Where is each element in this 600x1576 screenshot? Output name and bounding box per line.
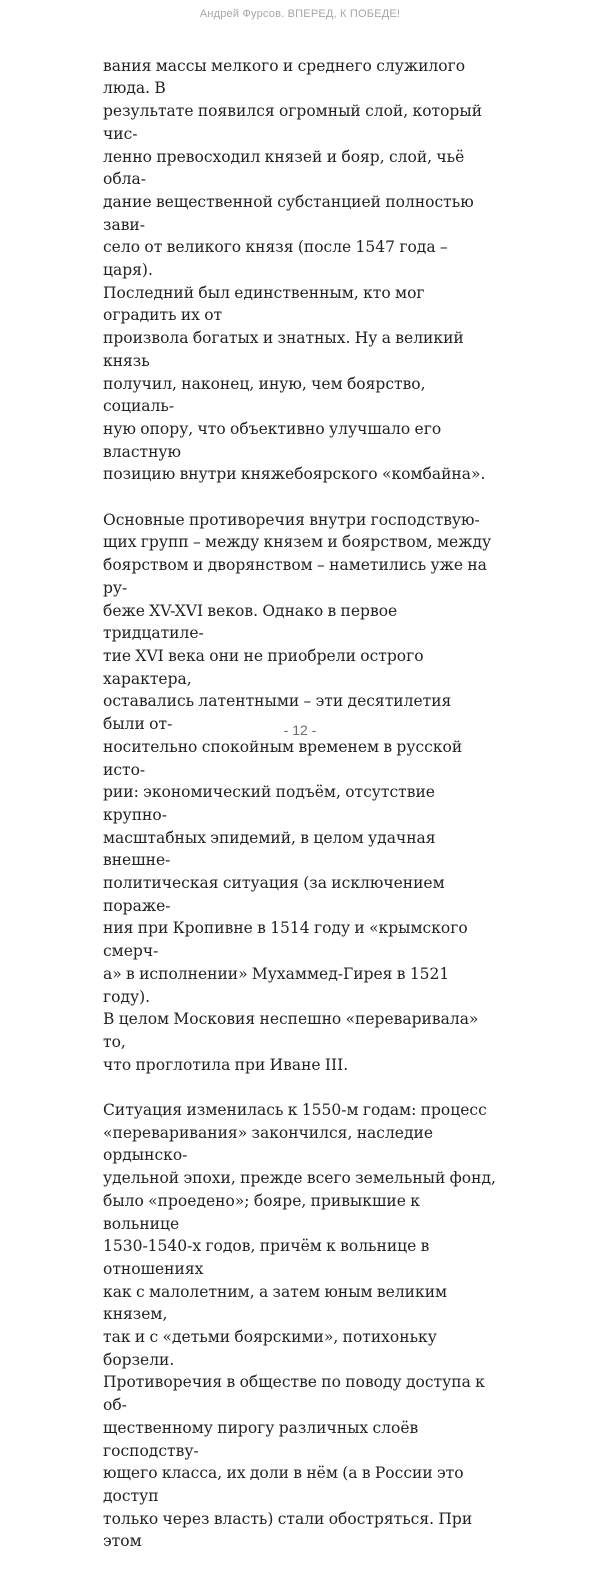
- page-number: - 12 -: [283, 722, 317, 738]
- running-header: Андрей Фурсов. ВПЕРЕД, К ПОБЕДЕ!: [199, 8, 401, 20]
- body-text: [103, 32, 497, 1576]
- paragraph-1: вания массы мелкого и среднего служилого люда. В результате появился огромный слой, который чис- ленно превосходил князей и бояр, слой, чьё обла- дание вещественной субстанцией полностью зави- село от великого князя (после 1547 года – царя). Последний был единственным, кто мог оградить их от произвола богатых и знатных. Ну а великий князь получил, наконец, иную, чем боярство, социаль- ную опору, что объективно улучшало его властную позицию внутри княжебоярского «комбайна».: [103, 56, 486, 484]
- paragraph-3: Ситуация изменилась к 1550-м годам: процесс «переваривания» закончился, наследие ордынско- удельной эпохи, прежде всего земельный фонд, было «проедено»; бояре, привыкшие к вольнице 1530-1540-х годов, причём к вольнице в отношениях как с малолетним, а затем юным великим князем, так и с «детьми боярскими», потихоньку борзели. Противоречия в обществе по поводу доступа к об- щественному пирогу различных слоёв господству- ющего класса, их доли в нём (а в России это доступ только через власть) стали обостряться. При этом: [103, 1101, 496, 1551]
- paragraph-2: Основные противоречия внутри господствую- щих групп – между князем и боярством, между боярством и дворянством – наметились уже на ру- беже XV-XVI веков. Однако в первое тридцатиле- тие XVI века они не приобрели острого характера, оставались латентными – эти десятилетия были от- носительно спокойным временем в русской исто- рии: экономический подъём, отсутствие крупно- масштабных эпидемий, в целом удачная внешне- политическая ситуация (за исключением пораже- ния при Кропивне в 1514 году и «крымского смерч- а» в исполнении» Мухаммед-Гирея в 1521 году). В целом Московия неспешно «переваривала» то, что проглотила при Иване III.: [103, 510, 492, 1074]
